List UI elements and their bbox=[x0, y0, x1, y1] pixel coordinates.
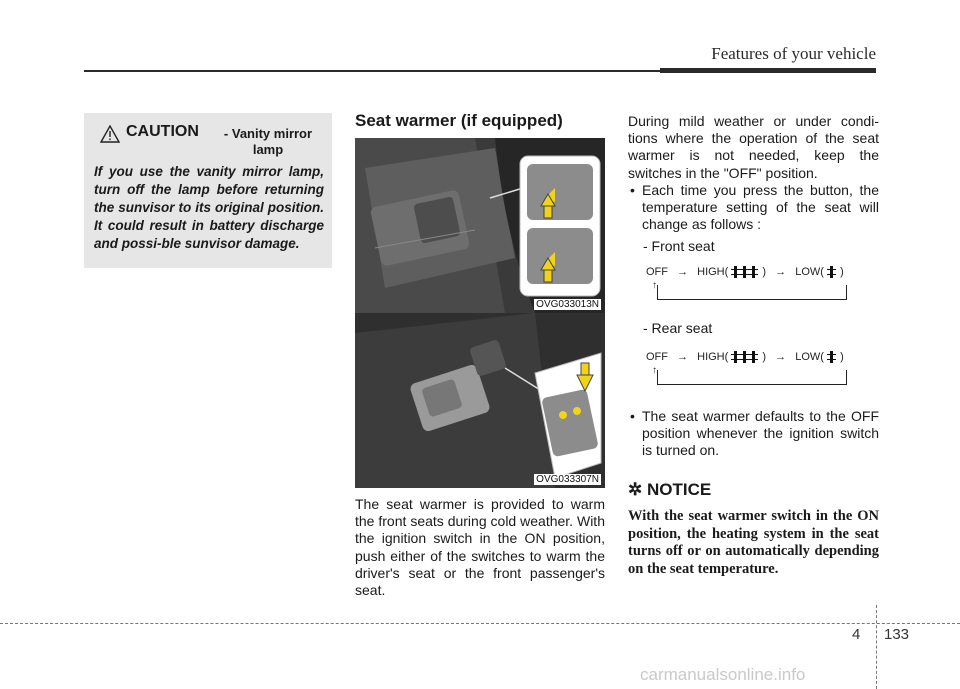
seq-off: OFF bbox=[646, 351, 668, 363]
arrow-icon: → bbox=[677, 351, 689, 363]
bullet-dot: • bbox=[630, 408, 635, 424]
header-rule-accent bbox=[660, 68, 876, 73]
chapter-number: 4 bbox=[852, 626, 861, 643]
up-arrow-icon: ↑ bbox=[652, 280, 657, 291]
low-level-icon bbox=[827, 351, 837, 363]
seq-low: LOW( bbox=[795, 351, 824, 363]
seq-close: ) bbox=[762, 266, 767, 278]
cycle-return-line bbox=[657, 285, 847, 300]
front-seat-warmer-photo bbox=[355, 138, 605, 313]
figure-code: OVG033013N bbox=[536, 299, 599, 310]
seq-close: ) bbox=[840, 351, 844, 363]
arrow-icon: → bbox=[677, 266, 689, 278]
caution-box bbox=[84, 113, 332, 268]
footer-rule bbox=[0, 623, 960, 624]
watermark: carmanualsonline.info bbox=[640, 665, 806, 684]
mild-weather-paragraph: During mild weather or under condi-tions where the operation of the seat warmer is not needed, keep the switches in the "OFF" position. bbox=[628, 113, 879, 181]
rear-seat-label: - Rear seat bbox=[643, 320, 713, 336]
low-level-icon bbox=[827, 266, 837, 278]
caution-topic: - Vanity mirror lamp bbox=[223, 126, 313, 157]
seat-warmer-description: The seat warmer is provided to warm the front seats during cold weather. With the ignition switch in the ON position, push either of the switches to warm the driver's seat or the front passenger's seat. bbox=[355, 496, 605, 599]
caution-label: CAUTION bbox=[126, 123, 199, 140]
seq-off: OFF bbox=[646, 266, 668, 278]
notice-heading: ✲ NOTICE bbox=[628, 480, 712, 499]
section-heading: Seat warmer (if equipped) bbox=[355, 111, 563, 130]
figure-code: OVG033307N bbox=[536, 474, 599, 485]
warning-triangle-icon bbox=[100, 125, 120, 143]
bullet-text: Each time you press the button, the temperature setting of the seat will change as follows : bbox=[642, 182, 879, 233]
bullet-dot: • bbox=[630, 182, 635, 198]
rear-door-illustration bbox=[355, 313, 605, 488]
seq-low: LOW( bbox=[795, 266, 824, 278]
bullet-item bbox=[628, 408, 879, 460]
high-level-icon bbox=[731, 351, 759, 363]
caution-text: If you use the vanity mirror lamp, turn off the lamp before returning the sunvisor to its original position. It could result in battery discharge and possi-ble sunvisor damage. bbox=[94, 164, 324, 251]
seq-high: HIGH( bbox=[697, 351, 729, 363]
rear-seat-warmer-photo bbox=[355, 313, 605, 488]
front-seat-label: - Front seat bbox=[643, 238, 715, 254]
bullet-item bbox=[628, 182, 879, 234]
seq-close: ) bbox=[840, 266, 844, 278]
running-header: Features of your vehicle bbox=[711, 44, 876, 63]
bullet-text: The seat warmer defaults to the OFF position whenever the ignition switch is turned on. bbox=[642, 408, 879, 459]
front-console-illustration bbox=[355, 138, 605, 313]
seq-high: HIGH( bbox=[697, 266, 729, 278]
cycle-return-line bbox=[657, 370, 847, 385]
front-seat-sequence bbox=[646, 266, 844, 278]
page-number: 133 bbox=[884, 626, 910, 643]
seq-close: ) bbox=[762, 351, 767, 363]
notice-text: With the seat warmer switch in the ON position, the heating system in the seat turns off or on automatically depending on the seat temperature. bbox=[628, 508, 879, 577]
rear-seat-sequence bbox=[646, 351, 844, 363]
arrow-icon: → bbox=[775, 266, 787, 278]
high-level-icon bbox=[731, 266, 759, 278]
footer-divider bbox=[876, 605, 877, 689]
up-arrow-icon: ↑ bbox=[652, 365, 657, 376]
arrow-icon: → bbox=[775, 351, 787, 363]
